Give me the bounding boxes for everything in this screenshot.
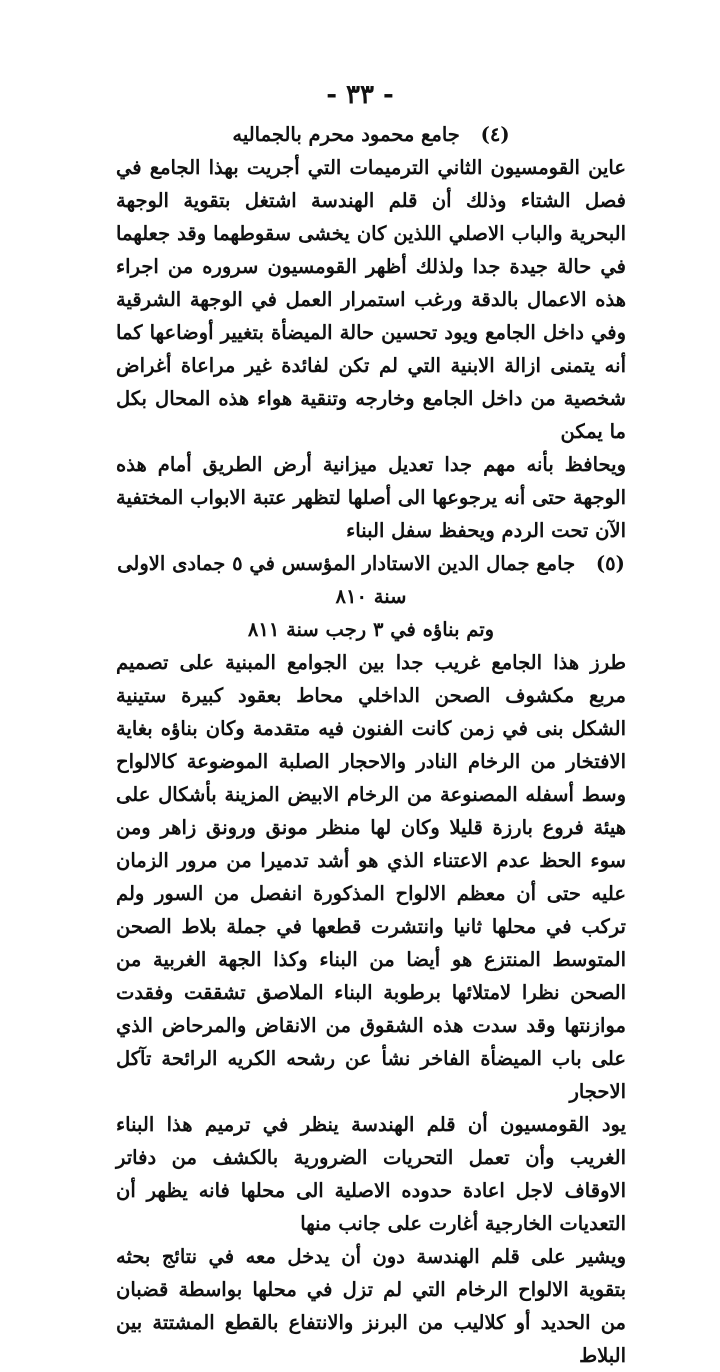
section-4-paragraph-1: عاين القومسيون الثاني الترميمات التي أجريت بهذا الجامع في فصل الشتاء وذلك أن قلم الهندسة اشتغل بتقوية الوجهة البحرية والباب الاصلي اللذين كان يخشى سقوطهما وقد جعلهما في حالة جيدة جدا ولذلك أظهر القومسيون سروره من اجراء هذه الاعمال بالدقة ورغب استمرار العمل في الوجهة الشرقية وفي داخل الجامع ويود تحسين حالة الميضأة بتغيير أوضاعها كما أنه يتمنى ازالة الابنية التي لم تكن لفائدة غير مراعاة أغراض شخصية من داخل الجامع وخارجه وتنقية هواء هذه المحال بكل ما يمكن bbox=[116, 156, 626, 443]
section-5-paragraph-3: ويشير على قلم الهندسة دون أن يدخل معه في نتائج بحثه بتقوية الالواح الرخام التي لم تزل في محلها بواسطة قضبان من الحديد أو كلاليب من البرنز والانتفاع بالقطع المشتتة بين البلاط bbox=[116, 1245, 626, 1367]
section-5-subtitle: وتم بناؤه في ٣ رجب سنة ٨١١ bbox=[247, 618, 495, 641]
section-4-number: (٤) bbox=[480, 123, 510, 146]
section-5-paragraph-1: طرز هذا الجامع غريب جدا بين الجوامع المبنية على تصميم مربع مكشوف الصحن الداخلي محاط بعقود كبيرة ستينية الشكل بنى في زمن كانت الفنون فيه متقدمة وكان بناؤه بغاية الافتخار من الرخام النادر والاحجار الصلبة الموضوعة كالالواح وسط أسفله المصنوعة من الرخام الابيض المزينة بأشكال على هيئة فروع بارزة قليلا وكان لها منظر مونق ورونق زاهر ومن سوء الحظ عدم الاعتناء الذي هو أشد تدميرا من مرور الزمان عليه حتى أن معظم الالواح المذكورة انفصل من السور ولم تركب في محلها ثانيا وانتشرت قطعها في جملة بلاط الصحن المتوسط المنتزع هو أيضا من البناء وكذا الجهة الغربية من الصحن نظرا لامتلائها برطوبة البناء الملاصق تشققت وفقدت موازنتها وقد سدت هذه الشقوق من الانقاض والمرحاض الذي على باب الميضأة الفاخر نشأ عن رشحه الكريه الرائحة تآكل الاحجار bbox=[116, 651, 626, 1103]
section-4-title: جامع محمود محرم بالجماليه bbox=[232, 123, 460, 146]
section-5-paragraph-2: يود القومسيون أن قلم الهندسة ينظر في ترميم هذا البناء الغريب وأن تعمل التحريات الضرورية بالكشف من دفاتر الاوقاف لاجل اعادة حدوده الاصلية الى محلها فانه يظهر أن التعديات الخارجية أغارت على جانب منها bbox=[116, 1113, 626, 1235]
section-5-number: (٥) bbox=[595, 552, 625, 575]
text-column bbox=[116, 118, 626, 1372]
section-5-title: جامع جمال الدين الاستادار المؤسس في ٥ جمادى الاولى سنة ٨١٠ bbox=[117, 552, 576, 608]
section-4-paragraph-2: ويحافظ بأنه مهم جدا تعديل ميزانية أرض الطريق أمام هذه الوجهة حتى أنه يرجوعها الى أصلها لتظهر عتبة الابواب المختفية الآن تحت الردم ويحفظ سفل البناء bbox=[116, 453, 626, 542]
page-number: - ٣٣ - bbox=[326, 80, 394, 110]
section-4-heading bbox=[116, 118, 626, 151]
section-5-heading bbox=[116, 547, 626, 613]
